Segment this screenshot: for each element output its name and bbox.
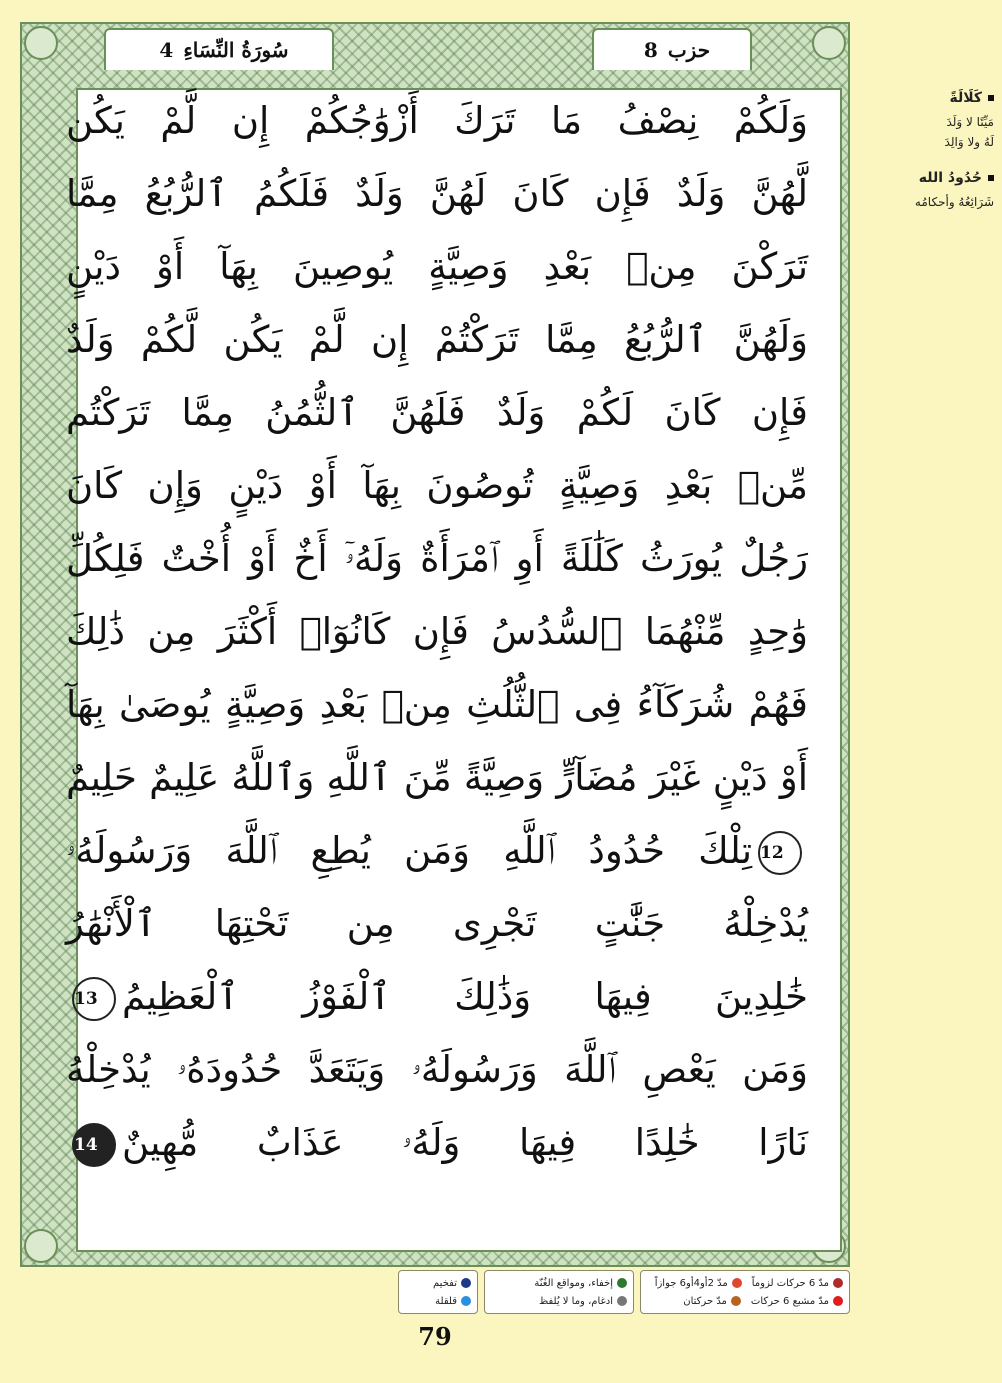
color-dot-icon bbox=[461, 1296, 471, 1306]
text-line: فَهُمْ شُرَكَآءُ فِى ٱلثُّلُثِ مِنۢ بَعْدِ وَصِيَّةٍ يُوصَىٰ بِهَآ bbox=[66, 683, 808, 726]
text-line: وَلَكُمْ نِصْفُ مَا تَرَكَ أَزْوَٰجُكُمْ إِن لَّمْ يَكُن bbox=[66, 99, 808, 142]
glossary-entry: كَلَالَةً مَيِّتًا لا وَلَدَ لَهُ ولا وَالِدَ bbox=[854, 90, 994, 152]
text-line: خَٰلِدِينَ فِيهَا وَذَٰلِكَ ٱلْفَوْزُ ٱلْعَظِيمُ13 bbox=[60, 960, 814, 1033]
color-dot-icon bbox=[617, 1278, 627, 1288]
surah-header bbox=[104, 28, 334, 70]
surah-number: 4 bbox=[159, 38, 174, 62]
color-dot-icon bbox=[731, 1296, 741, 1306]
text-line: يُدْخِلْهُ جَنَّٰتٍ تَجْرِى مِن تَحْتِهَا ٱلْأَنْهَٰرُ bbox=[66, 902, 808, 945]
text-line: تَرَكْنَ مِنۢ بَعْدِ وَصِيَّةٍ يُوصِينَ بِهَآ أَوْ دَيْنٍ bbox=[66, 245, 808, 288]
quran-text bbox=[60, 84, 814, 1179]
corner-ornament bbox=[24, 1229, 58, 1263]
legend-group: مدّ 6 حركات لزوماً مدّ 2أو4أو6 جوازاً مدّ مشبع 6 حركات مدّ حركتان bbox=[640, 1270, 850, 1314]
glossary-panel bbox=[854, 90, 994, 230]
legend-group: تفخيم قلقلة bbox=[398, 1270, 478, 1314]
color-dot-icon bbox=[833, 1278, 843, 1288]
surah-title: سُورَةُ النِّسَاءِ bbox=[183, 38, 289, 62]
hizb-number: 8 bbox=[643, 38, 658, 62]
text-line: أَوْ دَيْنٍ غَيْرَ مُضَآرٍّ وَصِيَّةً مِّنَ ٱللَّهِ وَٱللَّهُ عَلِيمٌ حَلِيمٌ bbox=[66, 756, 808, 799]
text-line: نَارًا خَٰلِدًا فِيهَا وَلَهُۥ عَذَابٌ مُّهِينٌ14 bbox=[60, 1106, 814, 1179]
text-line: وَلَهُنَّ ٱلرُّبُعُ مِمَّا تَرَكْتُمْ إِن لَّمْ يَكُن لَّكُمْ وَلَدٌ bbox=[66, 318, 808, 361]
ayah-marker: 14 bbox=[72, 1123, 116, 1167]
bullet-icon bbox=[988, 95, 994, 101]
hizb-label: حزب bbox=[667, 38, 711, 62]
color-dot-icon bbox=[461, 1278, 471, 1288]
page-number: 79 bbox=[418, 1322, 452, 1351]
text-line: رَجُلٌ يُورَثُ كَلَٰلَةً أَوِ ٱمْرَأَةٌ وَلَهُۥٓ أَخٌ أَوْ أُخْتٌ فَلِكُلِّ bbox=[66, 537, 808, 580]
color-dot-icon bbox=[732, 1278, 742, 1288]
text-line: فَإِن كَانَ لَكُمْ وَلَدٌ فَلَهُنَّ ٱلثُّمُنُ مِمَّا تَرَكْتُم bbox=[66, 391, 808, 434]
text-line: وَمَن يَعْصِ ٱللَّهَ وَرَسُولَهُۥ وَيَتَعَدَّ حُدُودَهُۥ يُدْخِلْهُ bbox=[66, 1048, 808, 1091]
bullet-icon bbox=[988, 175, 994, 181]
hizb-header bbox=[592, 28, 752, 70]
legend-group: إخفاء، ومواقع الغُنّة ادغام، وما لا يُلفظ bbox=[484, 1270, 634, 1314]
glossary-definition: مَيِّتًا لا وَلَدَ لَهُ ولا وَالِدَ bbox=[944, 115, 994, 149]
color-dot-icon bbox=[617, 1296, 627, 1306]
text-line: مِّنۢ بَعْدِ وَصِيَّةٍ تُوصُونَ بِهَآ أَوْ دَيْنٍ وَإِن كَانَ bbox=[66, 464, 808, 507]
ayah-marker: 12 bbox=[758, 831, 802, 875]
corner-ornament bbox=[812, 26, 846, 60]
text-line: وَٰحِدٍ مِّنْهُمَا ٱلسُّدُسُ فَإِن كَانُوٓا۟ أَكْثَرَ مِن ذَٰلِكَ bbox=[66, 610, 808, 653]
glossary-definition: شَرَائِعُهُ وأحكامُه bbox=[914, 195, 994, 209]
corner-ornament bbox=[24, 26, 58, 60]
glossary-entry: حُدُودُ الله شَرَائِعُهُ وأحكامُه bbox=[854, 170, 994, 212]
ayah-marker: 13 bbox=[72, 977, 116, 1021]
color-dot-icon bbox=[833, 1296, 843, 1306]
tajweed-legend bbox=[170, 1270, 850, 1314]
text-line: 12تِلْكَ حُدُودُ ٱللَّهِ وَمَن يُطِعِ ٱللَّهَ وَرَسُولَهُۥ bbox=[60, 814, 814, 887]
text-line: لَّهُنَّ وَلَدٌ فَإِن كَانَ لَهُنَّ وَلَدٌ فَلَكُمُ ٱلرُّبُعُ مِمَّا bbox=[66, 172, 808, 215]
